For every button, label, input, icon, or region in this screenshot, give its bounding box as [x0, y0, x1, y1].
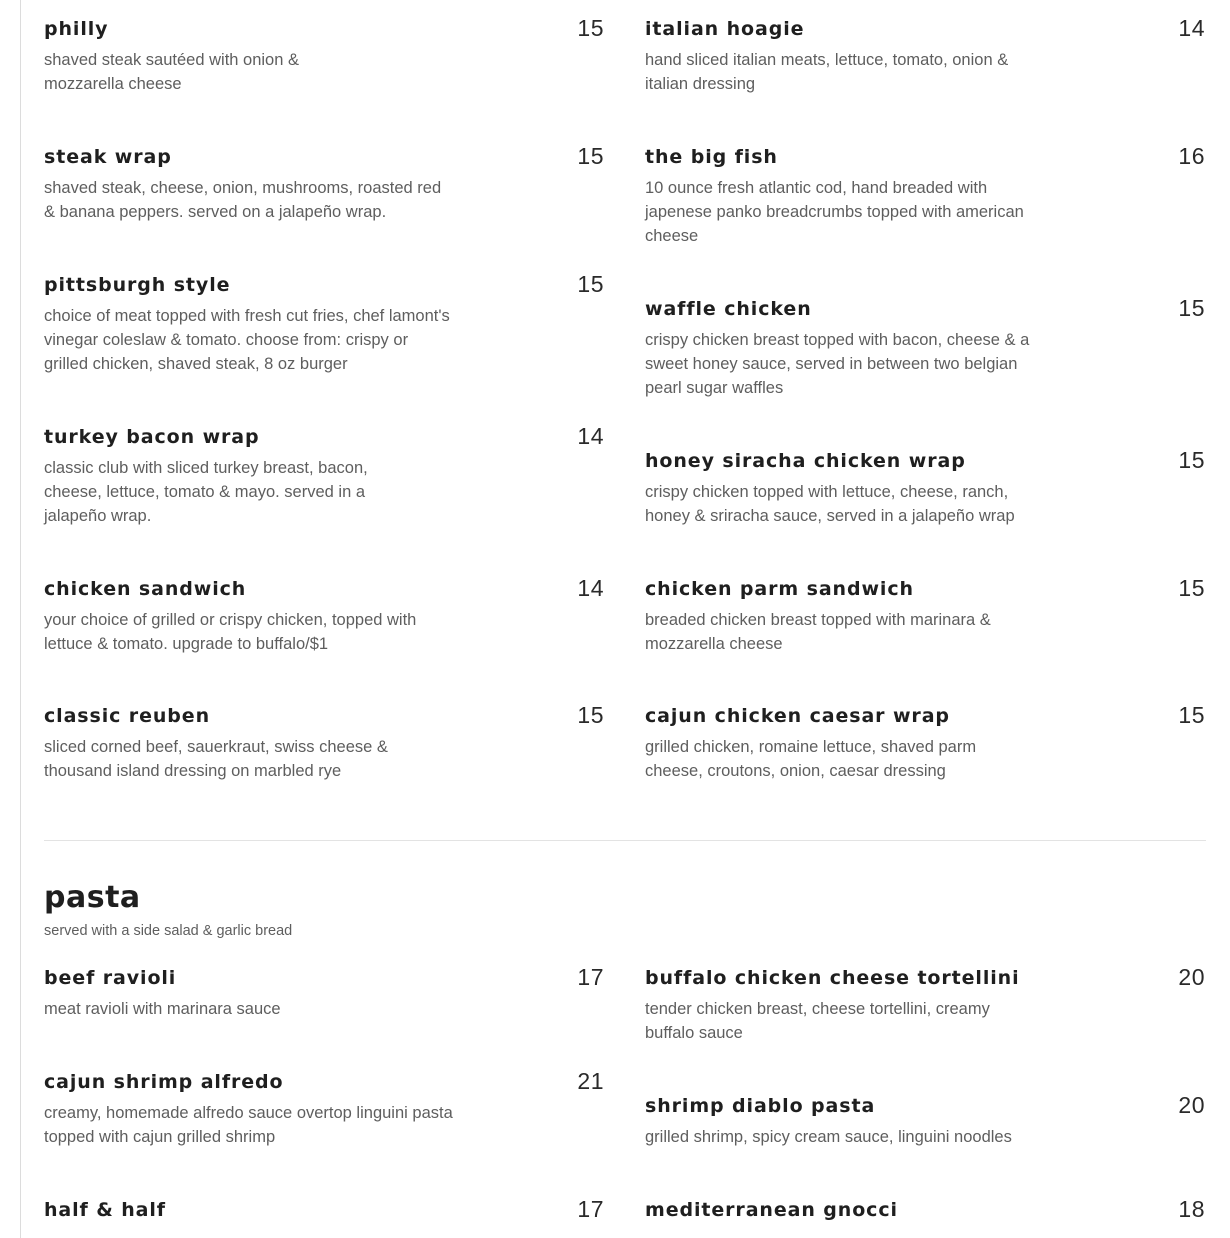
item-price: 15	[577, 702, 604, 728]
section-subtitle: served with a side salad & garlic bread	[44, 923, 293, 939]
item-title: buffalo chicken cheese tortellini	[645, 967, 1020, 989]
item-price: 17	[577, 1196, 604, 1222]
item-title: honey siracha chicken wrap	[645, 450, 966, 472]
item-description: grilled shrimp, spicy cream sauce, linguini noodles	[645, 1128, 1012, 1146]
item-price: 16	[1178, 143, 1205, 169]
item-description: your choice of grilled or crispy chicken, topped with lettuce & tomato. upgrade to buffalo/$1	[44, 611, 417, 653]
item-price: 15	[577, 143, 604, 169]
item-description: shaved steak sautéed with onion & mozzarella cheese	[44, 51, 300, 93]
item-price: 18	[1178, 1196, 1205, 1222]
item-price: 20	[1178, 964, 1205, 990]
item-price: 20	[1178, 1092, 1205, 1118]
item-title: the big fish	[645, 146, 778, 168]
item-description: sliced corned beef, sauerkraut, swiss cheese & thousand island dressing on marbled rye	[44, 738, 388, 780]
item-description: tender chicken breast, cheese tortellini, creamy buffalo sauce	[645, 1000, 990, 1042]
item-title: chicken sandwich	[44, 578, 247, 600]
left-border-line	[20, 0, 21, 1238]
item-title: waffle chicken	[645, 298, 812, 320]
item-price: 15	[577, 15, 604, 41]
item-title: italian hoagie	[645, 18, 805, 40]
item-title: classic reuben	[44, 705, 211, 727]
item-description: shaved steak, cheese, onion, mushrooms, roasted red & banana peppers. served on a jalapeño wrap.	[44, 179, 442, 221]
item-description: choice of meat topped with fresh cut fries, chef lamont's vinegar coleslaw & tomato. choose from: crispy or grilled chicken, shaved steak, 8 oz burger	[44, 307, 450, 373]
item-price: 14	[1178, 15, 1205, 41]
item-description: 10 ounce fresh atlantic cod, hand breaded with japenese panko breadcrumbs topped with american cheese	[645, 179, 1024, 245]
item-title: shrimp diablo pasta	[645, 1095, 876, 1117]
item-title: chicken parm sandwich	[645, 578, 914, 600]
section-title-pasta: pasta	[44, 880, 141, 915]
section-divider	[44, 840, 1206, 841]
item-title: turkey bacon wrap	[44, 426, 260, 448]
item-price: 15	[577, 271, 604, 297]
item-description: grilled chicken, romaine lettuce, shaved parm cheese, croutons, onion, caesar dressing	[645, 738, 977, 780]
item-price: 15	[1178, 575, 1205, 601]
item-description: meat ravioli with marinara sauce	[44, 1000, 281, 1018]
item-description: creamy, homemade alfredo sauce overtop linguini pasta topped with cajun grilled shrimp	[44, 1104, 453, 1146]
item-title: mediterranean gnocci	[645, 1199, 898, 1221]
item-price: 14	[577, 423, 604, 449]
item-title: half & half	[44, 1199, 166, 1221]
item-description: hand sliced italian meats, lettuce, tomato, onion & italian dressing	[645, 51, 1009, 93]
item-price: 15	[1178, 295, 1205, 321]
item-title: cajun shrimp alfredo	[44, 1071, 284, 1093]
item-price: 15	[1178, 702, 1205, 728]
item-price: 17	[577, 964, 604, 990]
item-title: cajun chicken caesar wrap	[645, 705, 950, 727]
item-description: crispy chicken topped with lettuce, cheese, ranch, honey & sriracha sauce, served in a jalapeño wrap	[645, 483, 1015, 525]
item-price: 14	[577, 575, 604, 601]
item-price: 15	[1178, 447, 1205, 473]
item-price: 21	[577, 1068, 604, 1094]
item-description: breaded chicken breast topped with marinara & mozzarella cheese	[645, 611, 991, 653]
item-title: philly	[44, 18, 109, 40]
item-description: crispy chicken breast topped with bacon, cheese & a sweet honey sauce, served in between two belgian pearl sugar waffles	[645, 331, 1030, 397]
item-title: beef ravioli	[44, 967, 177, 989]
item-description: classic club with sliced turkey breast, bacon, cheese, lettuce, tomato & mayo. served in a jalapeño wrap.	[44, 459, 368, 525]
item-title: pittsburgh style	[44, 274, 231, 296]
item-title: steak wrap	[44, 146, 172, 168]
